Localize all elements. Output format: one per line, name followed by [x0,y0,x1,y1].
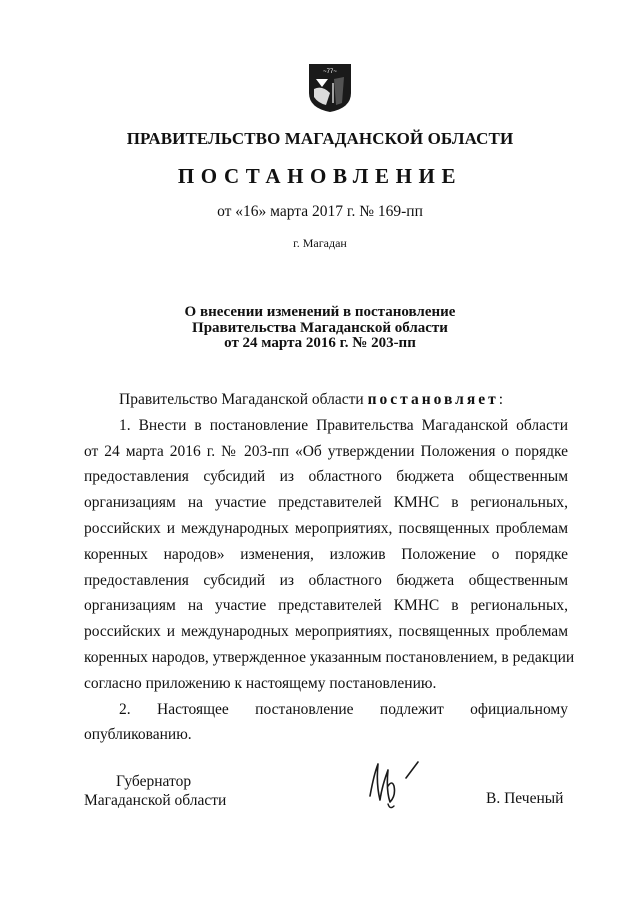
paragraph-line: предоставления субсидий из областного бюджета общественным [84,571,568,589]
intro-suffix: : [498,391,504,408]
document-body [84,387,575,748]
signatory-role-line2: Магаданской области [84,792,227,809]
document-type: ПОСТАНОВЛЕНИЕ [177,164,463,188]
intro-paragraph [84,387,568,413]
organization-title: ПРАВИТЕЛЬСТВО МАГАДАНСКОЙ ОБЛАСТИ [126,129,514,148]
handwritten-signature-icon [360,756,432,810]
coat-of-arms-icon [308,63,352,113]
paragraph-line: 1. Внести в постановление Правительства Магаданской области [119,416,568,434]
paragraph-line: предоставления субсидий из областного бюджета общественным [84,468,568,486]
paragraph-line: российских и международных мероприятиях, посвященных проблемам [84,623,568,641]
paragraph-line: российских и международных мероприятиях, посвященных проблемам [84,519,568,537]
signatory-role-line1: Губернатор [116,773,192,790]
document-date-number: от «16» марта 2017 г. № 169-пп [217,203,423,220]
paragraph-line: коренных народов» изменения, изложив Положение о порядке [84,545,568,563]
subject-line: от 24 марта 2016 г. № 203-пп [224,335,416,351]
paragraph-1 [84,413,575,697]
document-subject [0,305,640,352]
subject-line: О внесении изменений в постановление [184,304,456,320]
paragraph-line: от 24 марта 2016 г. № 203-пп «Об утверждении Положения о порядке [84,442,568,460]
decree-verb: постановляет [367,391,499,408]
paragraph-2 [84,697,568,749]
intro-prefix: Правительство Магаданской области [119,391,364,408]
paragraph-line: 2. Настоящее постановление подлежит официальному [119,700,568,718]
subject-line: Правительства Магаданской области [192,319,448,336]
signatory-name: В. Печеный [486,790,564,807]
svg-text:~77~: ~77~ [323,69,337,75]
paragraph-line: организациям на участие представителей КМНС в региональных, [84,494,568,512]
paragraph-line: организациям на участие представителей КМНС в региональных, [84,597,568,615]
paragraph-line: коренных народов, утвержденное указанным постановлением, в редакции [84,648,575,666]
document-city: г. Магадан [293,236,347,250]
paragraph-line: опубликованию. [84,726,192,744]
paragraph-line: согласно приложению к настоящему постановлению. [84,674,437,692]
